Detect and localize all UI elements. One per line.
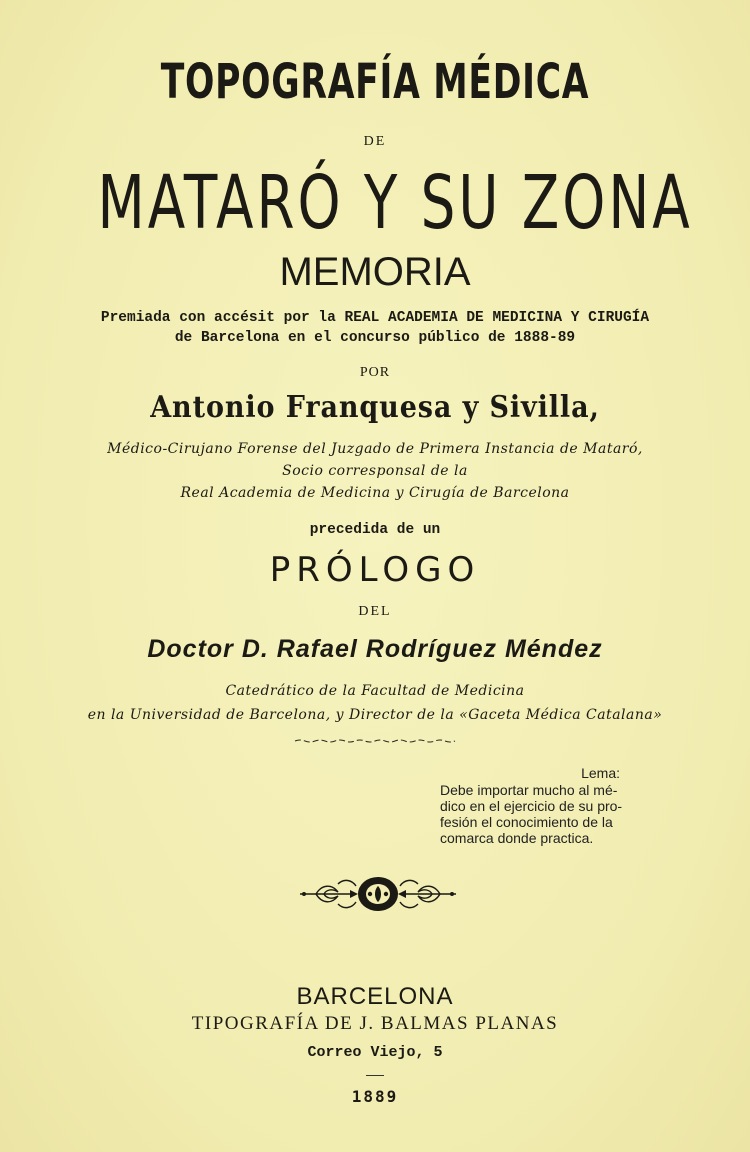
- title-line-1: TOPOGRAFÍA MÉDICA: [160, 54, 590, 110]
- prologo-heading: PRÓLOGO: [269, 550, 481, 590]
- author-credential-1: Médico-Cirujano Forense del Juzgado de Primera Instancia de Mataró,: [107, 441, 643, 457]
- prologue-author-credential-2: en la Universidad de Barcelona, y Director de la «Gaceta Médica Catalana»: [87, 707, 663, 723]
- award-line-1: Premiada con accésit por la REAL ACADEMIA DE MEDICINA Y CIRUGÍA: [100, 310, 650, 326]
- motto-line: fesión el conocimiento de la: [440, 814, 613, 830]
- title-de: DE: [363, 134, 387, 149]
- del-label: DEL: [358, 604, 392, 619]
- ornament-fleuron: [298, 872, 458, 916]
- imprint-year: 1889: [351, 1087, 399, 1106]
- award-line-2: de Barcelona en el concurso público de 1888-89: [174, 330, 576, 346]
- author-name: Antonio Franquesa y Sivilla,: [150, 390, 600, 425]
- motto-line: dico en el ejercicio de su pro-: [440, 798, 623, 814]
- motto-block: [440, 765, 685, 846]
- dashed-divider: [293, 738, 458, 744]
- por-label: POR: [359, 365, 391, 380]
- author-credential-2: Socio corresponsal de la: [282, 463, 468, 479]
- motto-line: comarca donde practica.: [440, 830, 594, 846]
- prologue-author-name: Doctor D. Rafael Rodríguez Méndez: [147, 635, 603, 663]
- imprint-street: Correo Viejo, 5: [307, 1044, 443, 1061]
- motto-line: Debe importar mucho al mé-: [440, 782, 618, 798]
- prologue-author-credential-1: Catedrático de la Facultad de Medicina: [225, 683, 525, 699]
- author-credential-3: Real Academia de Medicina y Cirugía de Barcelona: [180, 485, 570, 501]
- imprint-printer: TIPOGRAFÍA DE J. BALMAS PLANAS: [191, 1013, 559, 1034]
- motto-label: Lema:: [581, 765, 620, 781]
- preceded-label: precedida de un: [309, 522, 441, 538]
- title-memoria: MEMORIA: [279, 250, 471, 294]
- imprint-city: BARCELONA: [296, 983, 454, 1010]
- title-line-2: MATARÓ Y SU ZONA: [97, 160, 693, 246]
- imprint-rule: [366, 1075, 384, 1076]
